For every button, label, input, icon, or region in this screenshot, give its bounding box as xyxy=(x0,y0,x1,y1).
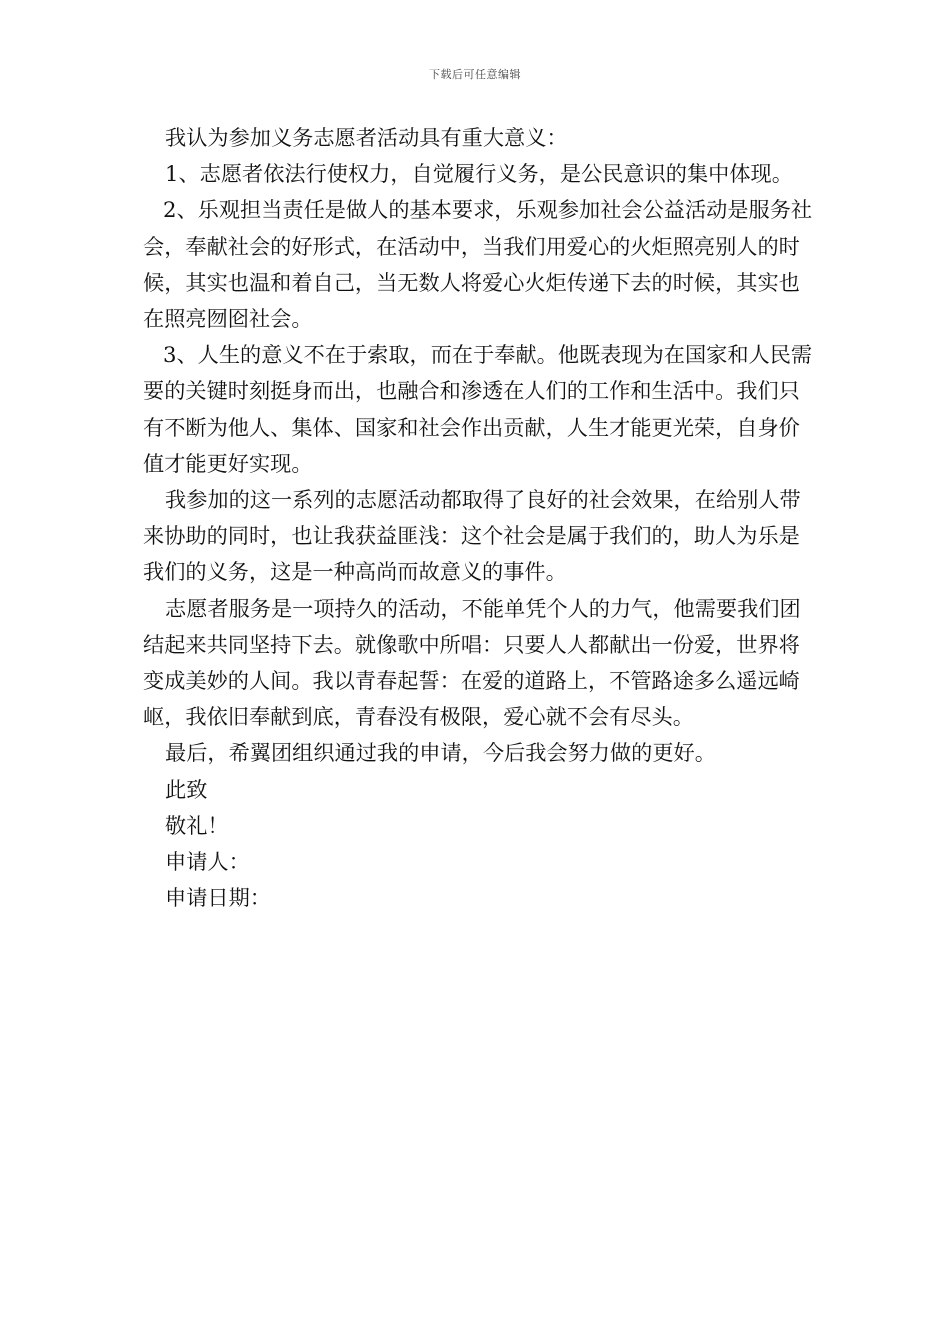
applicant-line: 申请人： xyxy=(165,849,250,875)
salutation-line-1: 此致 xyxy=(165,776,208,802)
point-1-paragraph: 1、志愿者依法行使权力，自觉履行义务，是公民意识的集中体现。 xyxy=(165,161,793,187)
salutation-line-2: 敬礼！ xyxy=(165,812,229,838)
point-3-paragraph: 3、人生的意义不在于索取，而在于奉献。他既表现为在国家和人民需要的关键时刻挺身而出，也融合和渗透在人们的工作和生活中。我们只有不断为他人、集体、国家和社会作出贡献，人生才能更光荣，自身价值才能更好实现。 xyxy=(143,342,813,476)
page-header: 下载后可任意编辑 xyxy=(429,68,521,81)
intro-paragraph: 我认为参加义务志愿者活动具有重大意义： xyxy=(165,125,568,150)
document-body xyxy=(143,120,819,916)
closing-paragraph: 最后，希翼团组织通过我的申请，今后我会努力做的更好。 xyxy=(165,740,716,766)
service-paragraph: 志愿者服务是一项持久的活动，不能单凭个人的力气，他需要我们团结起来共同坚持下去。就像歌中所唱：只要人人都献出一份爱，世界将变成美妙的人间。我以青春起誓：在爱的道路上，不管路途多么遥远崎岖，我依旧奉献到底，青春没有极限，爱心就不会有尽头。 xyxy=(143,595,801,730)
date-line: 申请日期： xyxy=(165,885,271,911)
point-2-paragraph: 2、乐观担当责任是做人的基本要求，乐观参加社会公益活动是服务社会，奉献社会的好形式，在活动中，当我们用爱心的火炬照亮别人的时候，其实也温和着自己，当无数人将爱心火炬传递下去的时候，其实也在照亮囫囵社会。 xyxy=(143,197,813,332)
effect-paragraph: 我参加的这一系列的志愿活动都取得了良好的社会效果，在给别人带来协助的同时，也让我获益匪浅：这个社会是属于我们的，助人为乐是我们的义务，这是一种高尚而故意义的事件。 xyxy=(143,487,801,585)
